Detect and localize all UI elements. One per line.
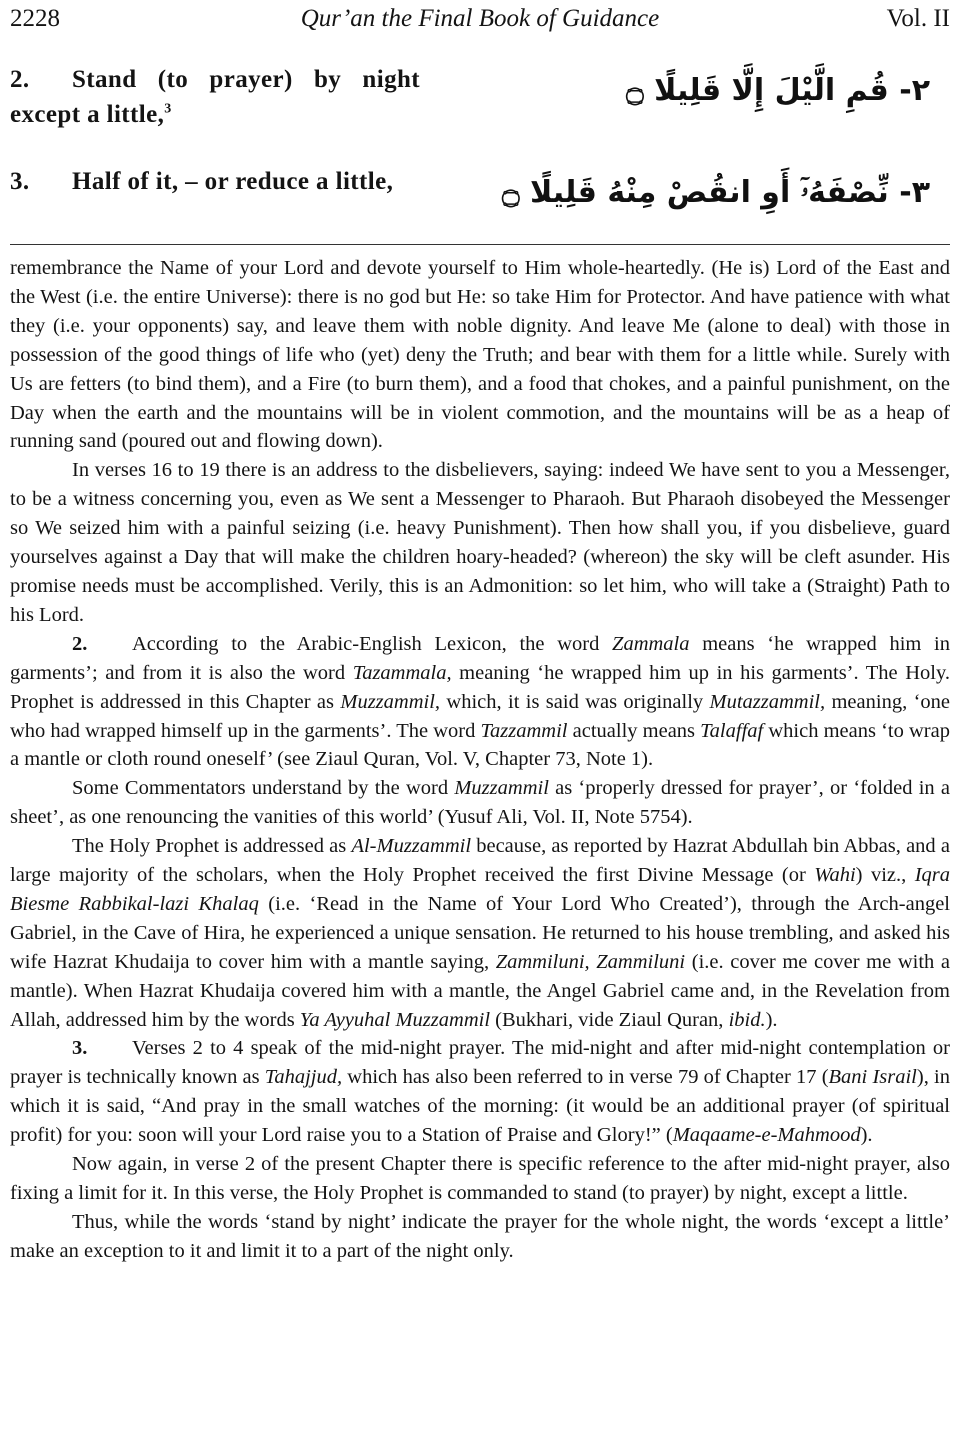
note-2: 2. According to the Arabic-English Lexicon, the word Zammala means ‘he wrapped him in garments’; and from it is also the word Tazammala, meaning ‘he wrapped him up in his garments’. The Holy. Prophet is addressed in this Chapter as Muzzammil, which, it is said was originally Mutazzammil, meaning, ‘one who had wrapped himself up in the garments’. The word Tazzammil actually means Talaffaf which means ‘to wrap a mantle or cloth round oneself’ (see Ziaul Quran, Vol. V, Chapter 73, Note 1).	[10, 630, 950, 775]
verse-arabic: ٣- نِّصْفَهُۥٓ أَوِ انقُصْ مِنْهُ قَلِيلًا ۝	[501, 175, 930, 210]
commentary-body	[10, 254, 950, 1266]
verse-number: 2.	[10, 66, 30, 93]
paragraph: remembrance the Name of your Lord and devote yourself to Him whole-heartedly. (He is) Lord of the East and the West (i.e. the entire Universe): there is no god but He: so take Him for Protector. And have patience with what they (i.e. your opponents) say, and leave them with noble dignity. And leave Me (alone to deal) with those in possession of the good things of life who (yet) deny the Truth; and bear with them for a little while. Surely with Us are fetters (to bind them), and a Fire (to burn them), and a food that chokes, and a painful punishment, on the Day when the earth and the mountains will be in violent commotion, and the mountains will be as a heap of running sand (poured out and flowing down).	[10, 257, 950, 453]
note-3: 3. Verses 2 to 4 speak of the mid-night prayer. The mid-night and after mid-night contemplation or prayer is technically known as Tahajjud, which has also been referred to in verse 79 of Chapter 17 (Bani Israil), in which it is said, “And pray in the small watches of the morning: (it would be an additional prayer (of spiritual profit) for you: soon will your Lord raise you to a Station of Praise and Glory!” (Maqaame-e-Mahmood).	[10, 1034, 950, 1150]
book-title: Qur’an the Final Book of Guidance	[300, 5, 660, 32]
verse-3-block	[10, 164, 930, 234]
note-number: 3.	[72, 1037, 88, 1060]
paragraph: Some Commentators understand by the word Muzzammil as ‘properly dressed for prayer’, or ‘folded in a sheet’, as one renouncing the vanities of this world’ (Yusuf Ali, Vol. II, Note 5754).	[10, 777, 951, 829]
note-number: 2.	[72, 632, 88, 655]
verse-translation	[10, 164, 420, 199]
running-head	[10, 2, 950, 36]
page-number: 2228	[10, 5, 60, 32]
paragraph: In verses 16 to 19 there is an address to the disbelievers, saying: indeed We have sent to you a Messenger, to be a witness concerning you, even as We sent a Messenger to Pharaoh. But Pharaoh disobeyed the Messenger so We seized him with a painful seizing (i.e. heavy Punishment). Then how shall you, if you disbelieve, guard yourselves against a Day that will make the children hoary-headed? (whereon) the sky will be cleft asunder. His promise needs must be accomplished. Verily, this is an Admonition: so let him, who will take a (Straight) Path to his Lord.	[10, 459, 950, 626]
verse-arabic: ٢- قُمِ الَّيْلَ إِلَّا قَلِيلًا ۝	[626, 73, 930, 108]
paragraph: Now again, in verse 2 of the present Chapter there is specific reference to the after mid-night prayer, also fixing a limit for it. In this verse, the Holy Prophet is commanded to stand (to prayer) by night, except a little.	[10, 1153, 950, 1204]
verse-2-block	[10, 62, 930, 132]
divider-rule	[10, 244, 950, 245]
verse-text: Stand (to prayer) by night except a little,	[10, 66, 420, 128]
verse-text: Half of it, – or reduce a little,	[72, 168, 394, 195]
verse-number: 3.	[10, 168, 30, 195]
paragraph: The Holy Prophet is addressed as Al-Muzzammil because, as reported by Hazrat Abdullah bin Abbas, and a large majority of the scholars, when the Holy Prophet received the first Divine Message (or Wahi) viz., Iqra Biesme Rabbikal-lazi Khalaq (i.e. ‘Read in the Name of Your Lord Who Created’), through the Arch-angel Gabriel, in the Cave of Hira, he experienced a unique sensation. He returned to his house trembling, and asked his wife Hazrat Khudaija to cover him with a mantle saying, Zammiluni, Zammiluni (i.e. cover me cover me with a mantle). When Hazrat Khudaija covered him with a mantle, the Angel Gabriel came and, in the Revelation from Allah, addressed him by the words Ya Ayyuhal Muzzammil (Bukhari, vide Ziaul Quran, ibid.).	[10, 835, 950, 1031]
paragraph: Thus, while the words ‘stand by night’ indicate the prayer for the whole night, the words ‘except a little’ make an exception to it and limit it to a part of the night only.	[10, 1210, 950, 1262]
verse-translation	[10, 62, 420, 132]
volume-label: Vol. II	[886, 5, 950, 32]
footnote-marker: 3	[164, 101, 172, 117]
